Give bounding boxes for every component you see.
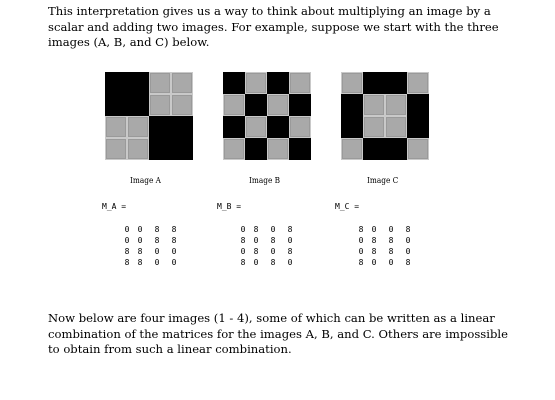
- pixel-cell: [149, 94, 171, 116]
- pixel-cell: [407, 116, 429, 138]
- matrix-value: 8: [137, 258, 143, 267]
- matrix-value: 0: [371, 258, 377, 267]
- image-c: [341, 72, 429, 160]
- pixel-cell: [245, 94, 267, 116]
- pixel-cell: [385, 72, 407, 94]
- pixel-cell: [105, 138, 127, 160]
- matrix-a-label: M_A =: [102, 202, 127, 211]
- matrix-value: 8: [287, 225, 293, 234]
- pixel-cell: [341, 72, 363, 94]
- matrix-value: 0: [405, 236, 411, 245]
- matrix-b-label: M_B =: [217, 202, 242, 211]
- matrix-value: 0: [253, 236, 259, 245]
- pixel-cell: [289, 72, 311, 94]
- matrix-value: 0: [253, 258, 259, 267]
- matrix-value: 0: [287, 258, 293, 267]
- matrix-value: 8: [253, 225, 259, 234]
- matrix-value: 8: [124, 258, 130, 267]
- pixel-cell: [127, 72, 149, 94]
- matrix-value: 0: [358, 236, 364, 245]
- matrix-value: 8: [270, 258, 276, 267]
- pixel-cell: [407, 138, 429, 160]
- matrix-value: 0: [371, 225, 377, 234]
- pixel-cell: [363, 72, 385, 94]
- matrix-value: 8: [371, 236, 377, 245]
- matrix-value: 8: [137, 247, 143, 256]
- matrix-value: 0: [270, 247, 276, 256]
- pixel-cell: [171, 94, 193, 116]
- pixel-cell: [245, 116, 267, 138]
- outro-paragraph: Now below are four images (1 - 4), some of which can be written as a linear combination of the matrices for the images A, B, and C. Others are impossible to obtain from such a linear combination.: [48, 311, 508, 356]
- pixel-cell: [223, 72, 245, 94]
- matrix-value: 0: [124, 225, 130, 234]
- pixel-cell: [105, 116, 127, 138]
- pixel-cell: [149, 72, 171, 94]
- matrix-value: 8: [358, 258, 364, 267]
- matrix-value: 8: [270, 236, 276, 245]
- matrix-value: 8: [240, 258, 246, 267]
- matrix-c-label: M_C =: [335, 202, 360, 211]
- pixel-cell: [385, 138, 407, 160]
- matrix-value: 8: [371, 247, 377, 256]
- matrix-value: 8: [388, 247, 394, 256]
- matrix-value: 0: [154, 258, 160, 267]
- pixel-cell: [171, 72, 193, 94]
- matrix-value: 0: [405, 247, 411, 256]
- matrix-value: 8: [171, 236, 177, 245]
- matrix-value: 0: [358, 247, 364, 256]
- matrix-value: 8: [171, 225, 177, 234]
- image-a: [105, 72, 193, 160]
- matrix-value: 0: [171, 247, 177, 256]
- image-c-caption: Image C: [367, 176, 399, 185]
- pixel-cell: [245, 138, 267, 160]
- matrix-value: 8: [405, 225, 411, 234]
- matrix-value: 8: [358, 225, 364, 234]
- pixel-cell: [407, 94, 429, 116]
- matrix-value: 0: [137, 225, 143, 234]
- pixel-cell: [289, 116, 311, 138]
- pixel-cell: [341, 138, 363, 160]
- pixel-cell: [267, 94, 289, 116]
- pixel-cell: [223, 94, 245, 116]
- pixel-cell: [171, 116, 193, 138]
- matrix-value: 0: [137, 236, 143, 245]
- intro-paragraph: This interpretation gives us a way to think about multiplying an image by a scalar and adding two images. For example, suppose we start with the three images (A, B, and C) below.: [48, 4, 499, 49]
- matrix-value: 0: [240, 225, 246, 234]
- matrix-value: 8: [253, 247, 259, 256]
- matrix-value: 8: [124, 247, 130, 256]
- pixel-cell: [171, 138, 193, 160]
- pixel-cell: [385, 94, 407, 116]
- pixel-cell: [289, 138, 311, 160]
- pixel-cell: [127, 138, 149, 160]
- matrix-value: 0: [388, 258, 394, 267]
- pixel-cell: [363, 116, 385, 138]
- matrix-value: 8: [388, 236, 394, 245]
- image-a-caption: Image A: [130, 176, 162, 185]
- pixel-cell: [149, 116, 171, 138]
- matrix-value: 0: [240, 247, 246, 256]
- matrix-value: 8: [154, 236, 160, 245]
- pixel-cell: [267, 116, 289, 138]
- matrix-value: 0: [287, 236, 293, 245]
- pixel-cell: [223, 138, 245, 160]
- matrix-value: 0: [124, 236, 130, 245]
- pixel-cell: [289, 94, 311, 116]
- pixel-cell: [341, 116, 363, 138]
- matrix-value: 0: [388, 225, 394, 234]
- matrix-value: 8: [405, 258, 411, 267]
- pixel-cell: [385, 116, 407, 138]
- matrix-value: 8: [154, 225, 160, 234]
- pixel-cell: [105, 72, 127, 94]
- pixel-cell: [223, 116, 245, 138]
- matrix-value: 8: [240, 236, 246, 245]
- pixel-cell: [127, 94, 149, 116]
- image-b: [223, 72, 311, 160]
- pixel-cell: [267, 72, 289, 94]
- pixel-cell: [105, 94, 127, 116]
- pixel-cell: [267, 138, 289, 160]
- matrix-value: 0: [171, 258, 177, 267]
- matrix-value: 8: [287, 247, 293, 256]
- pixel-cell: [407, 72, 429, 94]
- image-b-caption: Image B: [249, 176, 281, 185]
- pixel-cell: [341, 94, 363, 116]
- pixel-cell: [127, 116, 149, 138]
- matrix-value: 0: [154, 247, 160, 256]
- pixel-cell: [149, 138, 171, 160]
- pixel-cell: [245, 72, 267, 94]
- pixel-cell: [363, 138, 385, 160]
- pixel-cell: [363, 94, 385, 116]
- matrix-value: 0: [270, 225, 276, 234]
